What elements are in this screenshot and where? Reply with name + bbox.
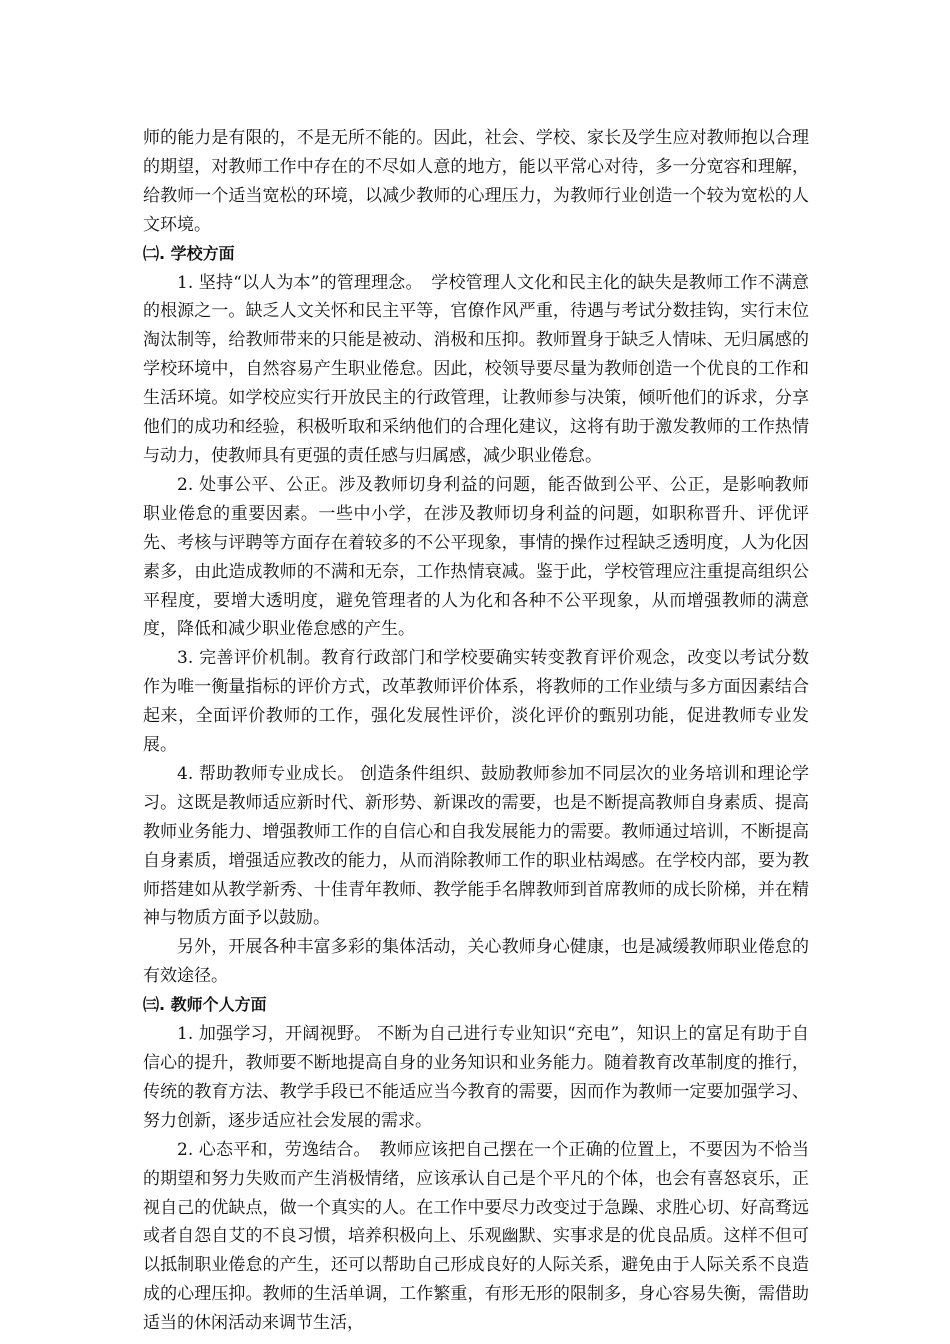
school-paragraph-3: 3. 完善评价机制。教育行政部门和学校要确实转变教育评价观念，改变以考试分数作为唯一衡量指标的评价方式，改革教师评价体系，将教师的工作业绩与多方面因素结合起来，全面评价教师的工作，强化发展性评价，淡化评价的甄别功能，促进教师专业发展。 bbox=[143, 648, 809, 756]
document-page bbox=[143, 124, 809, 1338]
school-paragraph-5: 另外，开展各种丰富多彩的集体活动，关心教师身心健康，也是减缓教师职业倦怠的有效途径。 bbox=[143, 937, 809, 987]
school-paragraph-1: 1. 坚持“以人为本”的管理理念。 学校管理人文化和民主化的缺失是教师工作不满意的根源之一。缺乏人文关怀和民主平等，官僚作风严重，待遇与考试分数挂钩，实行末位淘汰制等，给教师带来的只能是被动、消极和压抑。教师置身于缺乏人情味、无归属感的学校环境中，自然容易产生职业倦怠。因此，校领导要尽量为教师创造一个优良的工作和生活环境。如学校应实行开放民主的行政管理，让教师参与决策，倾听他们的诉求，分享他们的成功和经验，积极听取和采纳他们的合理化建议，这将有助于激发教师的工作热情与动力，使教师具有更强的责任感与归属感，减少职业倦怠。 bbox=[143, 272, 809, 466]
intro-paragraph: 师的能力是有限的，不是无所不能的。因此，社会、学校、家长及学生应对教师抱以合理的期望，对教师工作中存在的不尽如人意的地方，能以平常心对待，多一分宽容和理解，给教师一个适当宽松的环境，以减少教师的心理压力，为教师行业创造一个较为宽松的人文环境。 bbox=[143, 128, 809, 235]
personal-paragraph-1: 1. 加强学习，开阔视野。 不断为自己进行专业知识“充电”，知识上的富足有助于自信心的提升，教师要不断地提高自身的业务知识和业务能力。随着教育改革制度的推行，传统的教育方法、教学手段已不能适应当今教育的需要，因而作为教师一定要加强学习、努力创新，逐步适应社会发展的需求。 bbox=[143, 1024, 809, 1131]
school-paragraph-4: 4. 帮助教师专业成长。 创造条件组织、鼓励教师参加不同层次的业务培训和理论学习。这既是教师适应新时代、新形势、新课改的需要，也是不断提高教师自身素质、提高教师业务能力、增强教师工作的自信心和自我发展能力的需要。教师通过培训，不断提高自身素质，增强适应教改的能力，从而消除教师工作的职业枯竭感。在学校内部，要为教师搭建如从教学新秀、十佳青年教师、教学能手名牌教师到首席教师的成长阶梯，并在精神与物质方面予以鼓励。 bbox=[143, 763, 809, 929]
section-heading-school: ㈡. 学校方面 bbox=[143, 243, 235, 263]
section-heading-personal: ㈢. 教师个人方面 bbox=[143, 995, 267, 1015]
personal-paragraph-2: 2. 心态平和，劳逸结合。 教师应该把自己摆在一个正确的位置上，不要因为不恰当的期望和努力失败而产生消极情绪，应该承认自己是个平凡的个体，也会有喜怒哀乐，正视自己的优缺点，做一个真实的人。在工作中要尽力改变过于急躁、求胜心切、好高骛远或者自怨自艾的不良习惯，培养积极向上、乐观幽默、实事求是的优良品质。这样不但可以抵制职业倦怠的产生，还可以帮助自己形成良好的人际关系，避免由于人际关系不良造成的心理压抑。教师的生活单调，工作繁重，有形无形的限制多，身心容易失衡，需借助适当的休闲活动来调节生活， bbox=[143, 1139, 809, 1334]
school-paragraph-2: 2. 处事公平、公正。涉及教师切身利益的问题，能否做到公平、公正，是影响教师职业倦怠的重要因素。一些中小学，在涉及教师切身利益的问题，如职称晋升、评优评先、考核与评聘等方面存在着较多的不公平现象，事情的操作过程缺乏透明度，人为化因素多，由此造成教师的不满和无奈，工作热情衰减。鉴于此，学校管理应注重提高组织公平程度，要增大透明度，避免管理者的人为化和各种不公平现象，从而增强教师的满意度，降低和减少职业倦怠感的产生。 bbox=[143, 474, 809, 640]
